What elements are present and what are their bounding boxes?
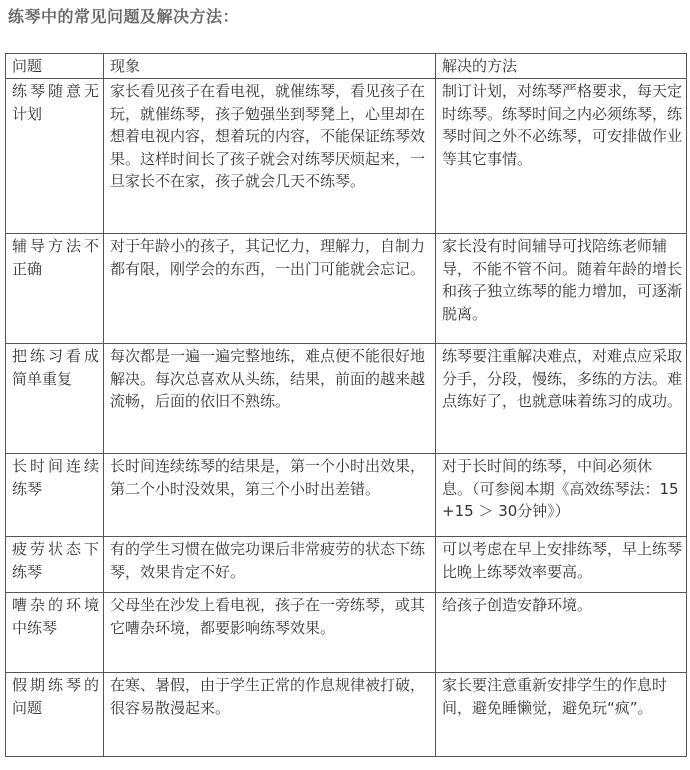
table-row bbox=[6, 593, 687, 673]
issue-cell: 长时间连续练琴 bbox=[6, 454, 104, 537]
page-title: 练琴中的常见问题及解决方法： bbox=[8, 7, 240, 26]
solution-cell: 制订计划，对练琴严格要求，每天定时练琴。练琴时间之内必须练琴，练琴时间之外不必练琴，可安排做作业等其它事情。 bbox=[436, 79, 687, 234]
table-row bbox=[6, 537, 687, 593]
issue-cell: 把练习看成简单重复 bbox=[6, 344, 104, 454]
phenomenon-cell: 长时间连续练琴的结果是，第一个小时出效果，第二个小时没效果，第三个小时出差错。 bbox=[104, 454, 436, 537]
faq-table bbox=[5, 53, 687, 757]
table-row bbox=[6, 344, 687, 454]
table-row bbox=[6, 454, 687, 537]
header-phenomenon: 现象 bbox=[104, 54, 436, 79]
header-solution: 解决的方法 bbox=[436, 54, 687, 79]
phenomenon-cell: 有的学生习惯在做完功课后非常疲劳的状态下练琴，效果肯定不好。 bbox=[104, 537, 436, 593]
solution-cell: 对于长时间的练琴，中间必须休息。（可参阅本期《高效练琴法：15+15 ＞ 30分钟》） bbox=[436, 454, 687, 537]
issue-cell: 辅导方法不正确 bbox=[6, 234, 104, 344]
issue-cell: 嘈杂的环境中练琴 bbox=[6, 593, 104, 673]
phenomenon-cell: 家长看见孩子在看电视，就催练琴，看见孩子在玩，就催练琴，孩子勉强坐到琴凳上，心里却在想着电视内容，想着玩的内容，不能保证练琴效果。这样时间长了孩子就会对练琴厌烦起来，一旦家长不在家，孩子就会几天不练琴。 bbox=[104, 79, 436, 234]
solution-cell: 家长没有时间辅导可找陪练老师辅导，不能不管不问。随着年龄的增长和孩子独立练琴的能力增加，可逐渐脱离。 bbox=[436, 234, 687, 344]
issue-cell: 练琴随意无计划 bbox=[6, 79, 104, 234]
table-row bbox=[6, 673, 687, 757]
phenomenon-cell: 父母坐在沙发上看电视，孩子在一旁练琴，或其它嘈杂环境，都要影响练琴效果。 bbox=[104, 593, 436, 673]
solution-cell: 练琴要注重解决难点，对难点应采取分手，分段，慢练，多练的方法。难点练好了，也就意味着练习的成功。 bbox=[436, 344, 687, 454]
issue-cell: 疲劳状态下练琴 bbox=[6, 537, 104, 593]
table-header-row bbox=[6, 54, 687, 79]
phenomenon-cell: 每次都是一遍一遍完整地练，难点便不能很好地解决。每次总喜欢从头练，结果，前面的越来越流畅，后面的依旧不熟练。 bbox=[104, 344, 436, 454]
solution-cell: 可以考虑在早上安排练琴，早上练琴比晚上练琴效率要高。 bbox=[436, 537, 687, 593]
phenomenon-cell: 对于年龄小的孩子，其记忆力，理解力，自制力都有限，刚学会的东西，一出门可能就会忘记。 bbox=[104, 234, 436, 344]
solution-cell: 给孩子创造安静环境。 bbox=[436, 593, 687, 673]
header-issue: 问题 bbox=[6, 54, 104, 79]
table-row bbox=[6, 79, 687, 234]
issue-cell: 假期练琴的问题 bbox=[6, 673, 104, 757]
solution-cell: 家长要注意重新安排学生的作息时间，避免睡懒觉，避免玩“疯”。 bbox=[436, 673, 687, 757]
phenomenon-cell: 在寒、暑假，由于学生正常的作息规律被打破，很容易散漫起来。 bbox=[104, 673, 436, 757]
table-row bbox=[6, 234, 687, 344]
